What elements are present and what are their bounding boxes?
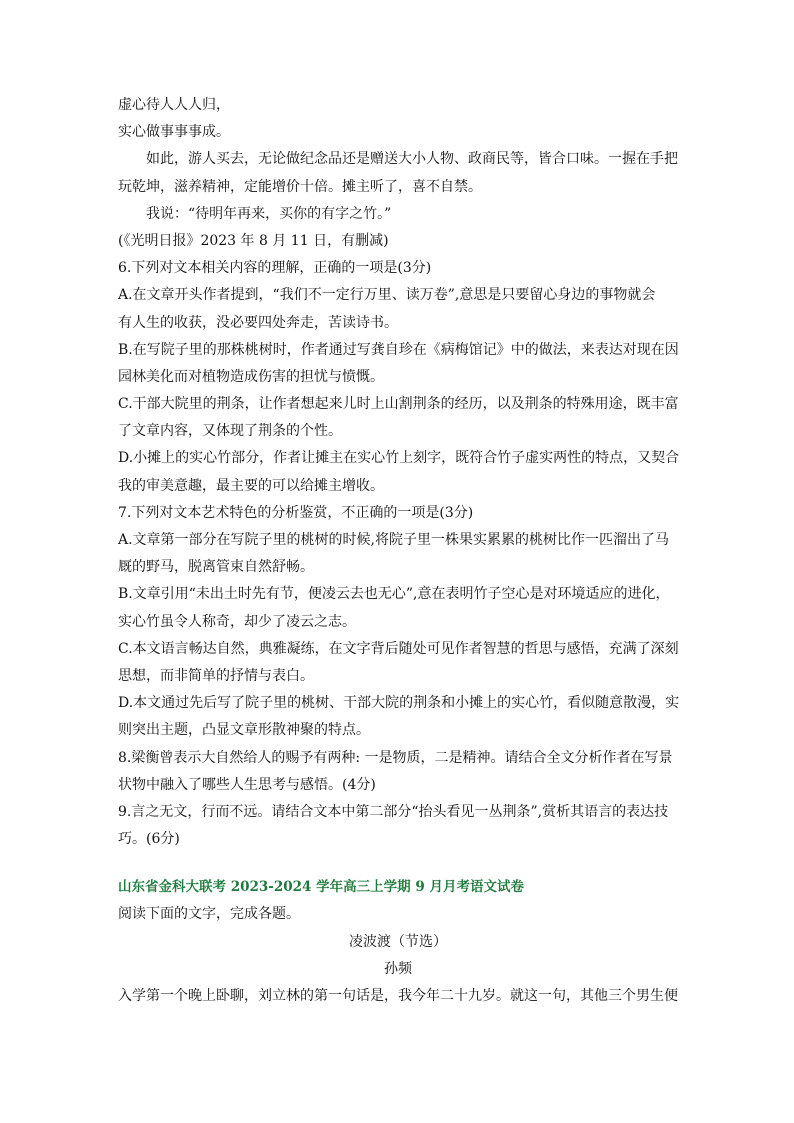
article-author: 孙频 bbox=[384, 960, 412, 977]
article-title: 凌波渡（节选） bbox=[349, 933, 447, 950]
document-page bbox=[118, 92, 678, 1010]
option-line: 园林美化而对植物造成伤害的担忧与愤慨。 bbox=[118, 368, 384, 385]
option-line: C.本文语言畅达自然，典雅凝练，在文字背后随处可见作者智慧的哲思与感悟，充满了深刻 bbox=[118, 640, 679, 657]
option-line: D.小摊上的实心竹部分，作者让摊主在实心竹上刻字，既符合竹子虚实两性的特点，又契合 bbox=[118, 450, 680, 467]
poem-line: 实心做事事事成。 bbox=[118, 124, 230, 141]
option-line: 厩的野马，脱离管束自然舒畅。 bbox=[118, 559, 314, 576]
option-line: C.干部大院里的荆条，让作者想起来儿时上山割荆条的经历，以及荆条的特殊用途，既丰富 bbox=[118, 396, 679, 413]
option-line: 有人生的收获，没必要四处奔走，苦读诗书。 bbox=[118, 314, 398, 331]
reading-instruction: 阅读下面的文字，完成各题。 bbox=[118, 906, 300, 923]
option-line: 则突出主题，凸显文章形散神聚的特点。 bbox=[118, 722, 370, 739]
option-line: B.文章引用“未出土时先有节，便凌云去也无心”,意在表明竹子空心是对环境适应的进化， bbox=[118, 586, 670, 603]
article-first-line: 入学第一个晚上卧聊，刘立林的第一句话是，我今年二十九岁。就这一句，其他三个男生便 bbox=[118, 988, 678, 1004]
option-line: 我的审美意趣，最主要的可以给摊主增收。 bbox=[118, 477, 384, 494]
option-line: D.本文通过先后写了院子里的桃树、干部大院的荆条和小摊上的实心竹，看似随意散漫，实 bbox=[118, 695, 680, 712]
question-9: 9.言之无文，行而不远。请结合文本中第二部分“抬头看见一丛荆条”,赏析其语言的表达技 bbox=[118, 803, 669, 820]
question-8: 8.梁衡曾表示大自然给人的赐予有两种: 一是物质，二是精神。请结合全文分析作者在写景 bbox=[118, 749, 673, 766]
option-line: A.文章第一部分在写院子里的桃树的时候,将院子里一株果实累累的桃树比作一匹溜出了马 bbox=[118, 532, 670, 548]
question-8: 状物中融入了哪些人生思考与感悟。(4分) bbox=[118, 776, 376, 793]
option-line: 了文章内容，又体现了荆条的个性。 bbox=[118, 423, 342, 440]
paragraph-line: 我说：“待明年再来，买你的有字之竹。” bbox=[146, 205, 392, 222]
question-7-stem: 7.下列对文本艺术特色的分析鉴赏，不正确的一项是(3分) bbox=[118, 504, 474, 521]
section-heading: 山东省金科大联考 2023-2024 学年高三上学期 9 月月考语文试卷 bbox=[118, 879, 524, 896]
option-line: 思想，而非简单的抒情与表白。 bbox=[118, 667, 314, 684]
question-9: 巧。(6分) bbox=[118, 831, 180, 848]
question-6-stem: 6.下列对文本相关内容的理解，正确的一项是(3分) bbox=[118, 260, 432, 277]
source-citation: (《光明日报》2023 年 8 月 11 日，有删减) bbox=[118, 232, 389, 249]
poem-line: 虚心待人人人归， bbox=[118, 97, 230, 113]
option-line: 实心竹虽令人称奇，却少了凌云之志。 bbox=[118, 613, 356, 630]
option-line: B.在写院子里的那株桃树时，作者通过写龚自珍在《病梅馆记》中的做法，来表达对现在因 bbox=[118, 341, 679, 358]
option-line: A.在文章开头作者提到，“我们不一定行万里、读万卷”,意思是只要留心身边的事物就会 bbox=[118, 287, 656, 304]
paragraph-line: 玩乾坤，滋养精神，定能增价十倍。摊主听了，喜不自禁。 bbox=[118, 178, 482, 195]
paragraph-line: 如此，游人买去，无论做纪念品还是赠送大小人物、政商民等，皆合口味。一握在手把 bbox=[146, 151, 678, 168]
